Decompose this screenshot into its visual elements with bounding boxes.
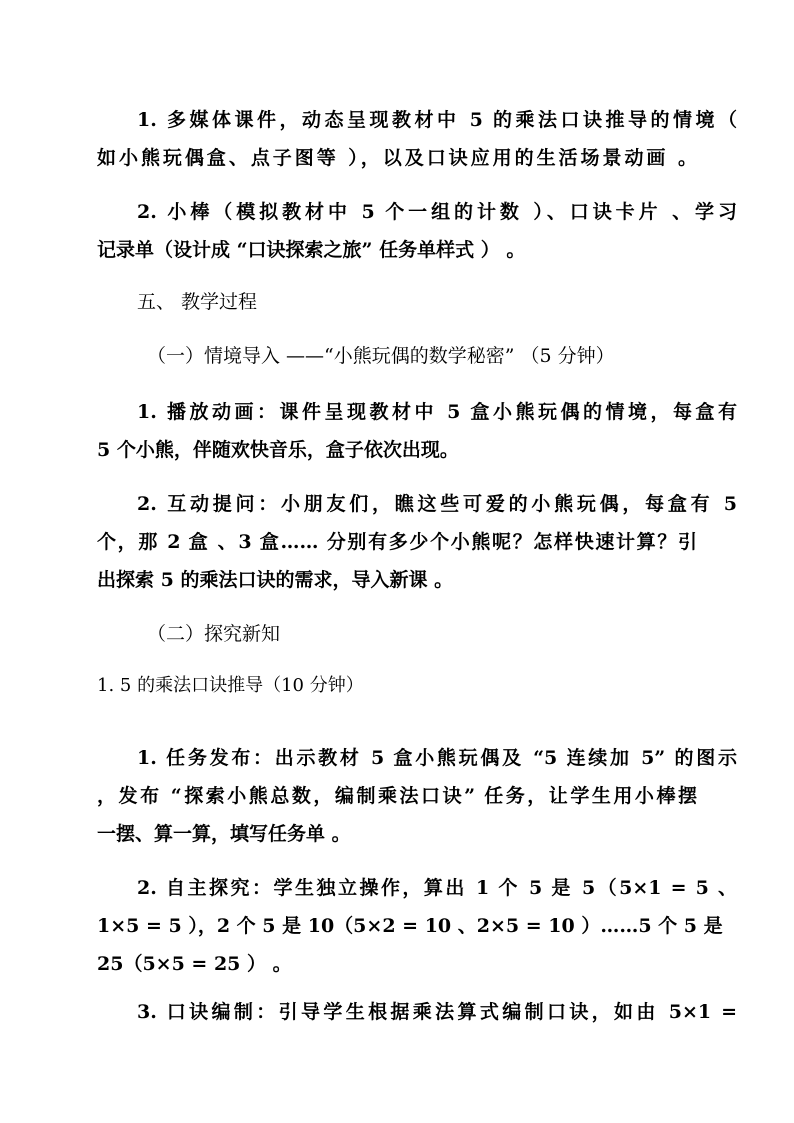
section-heading: 五、 教学过程: [137, 291, 258, 313]
paragraph-line: 5 个小熊，伴随欢快音乐，盒子依次出现。: [97, 439, 459, 461]
paragraph-line: 记录单（设计成 “口诀探索之旅” 任务单样式 ） 。: [97, 239, 526, 261]
paragraph-line: 如小熊玩偶盒、点子图等 ），以及口诀应用的生活场景动画 。: [97, 147, 697, 169]
paragraph-line: 3. 口诀编制：引导学生根据乘法算式编制口诀，如由 5×1 =: [137, 1001, 737, 1023]
paragraph-line: 一摆、算一算，填写任务单 。: [97, 823, 351, 845]
paragraph-line: 个，那 2 盒 、3 盒…… 分别有多少个小熊呢？怎样快速计算？引: [97, 531, 697, 553]
paragraph-line: 1. 任务发布：出示教材 5 盒小熊玩偶及 “5 连续加 5” 的图示: [137, 747, 737, 769]
paragraph-line: 出探索 5 的乘法口诀的需求，导入新课 。: [97, 569, 454, 591]
paragraph-line: 1. 播放动画：课件呈现教材中 5 盒小熊玩偶的情境，每盒有: [137, 401, 737, 423]
topic-heading: 1. 5 的乘法口诀推导（10 分钟）: [97, 675, 364, 696]
paragraph-line: 25（5×5 = 25 ） 。: [97, 953, 292, 975]
paragraph-line: 2. 互动提问：小朋友们，瞧这些可爱的小熊玩偶，每盒有 5: [137, 493, 737, 515]
subsection-heading: （二）探究新知: [147, 623, 281, 645]
paragraph-line: 1×5 = 5 ），2 个 5 是 10（5×2 = 10 、2×5 = 10 ）……5 个 5 是: [97, 915, 723, 937]
paragraph-line: 2. 自主探究：学生独立操作，算出 1 个 5 是 5（5×1 = 5 、: [137, 877, 737, 899]
paragraph-line: ，发布 “探索小熊总数，编制乘法口诀” 任务，让学生用小棒摆: [97, 785, 697, 807]
paragraph-line: 2. 小棒（模拟教材中 5 个一组的计数 ）、口诀卡片 、学习: [137, 201, 737, 223]
paragraph-line: 1. 多媒体课件，动态呈现教材中 5 的乘法口诀推导的情境（: [137, 109, 737, 131]
subsection-heading: （一）情境导入 ——“小熊玩偶的数学秘密” （5 分钟）: [147, 345, 615, 367]
